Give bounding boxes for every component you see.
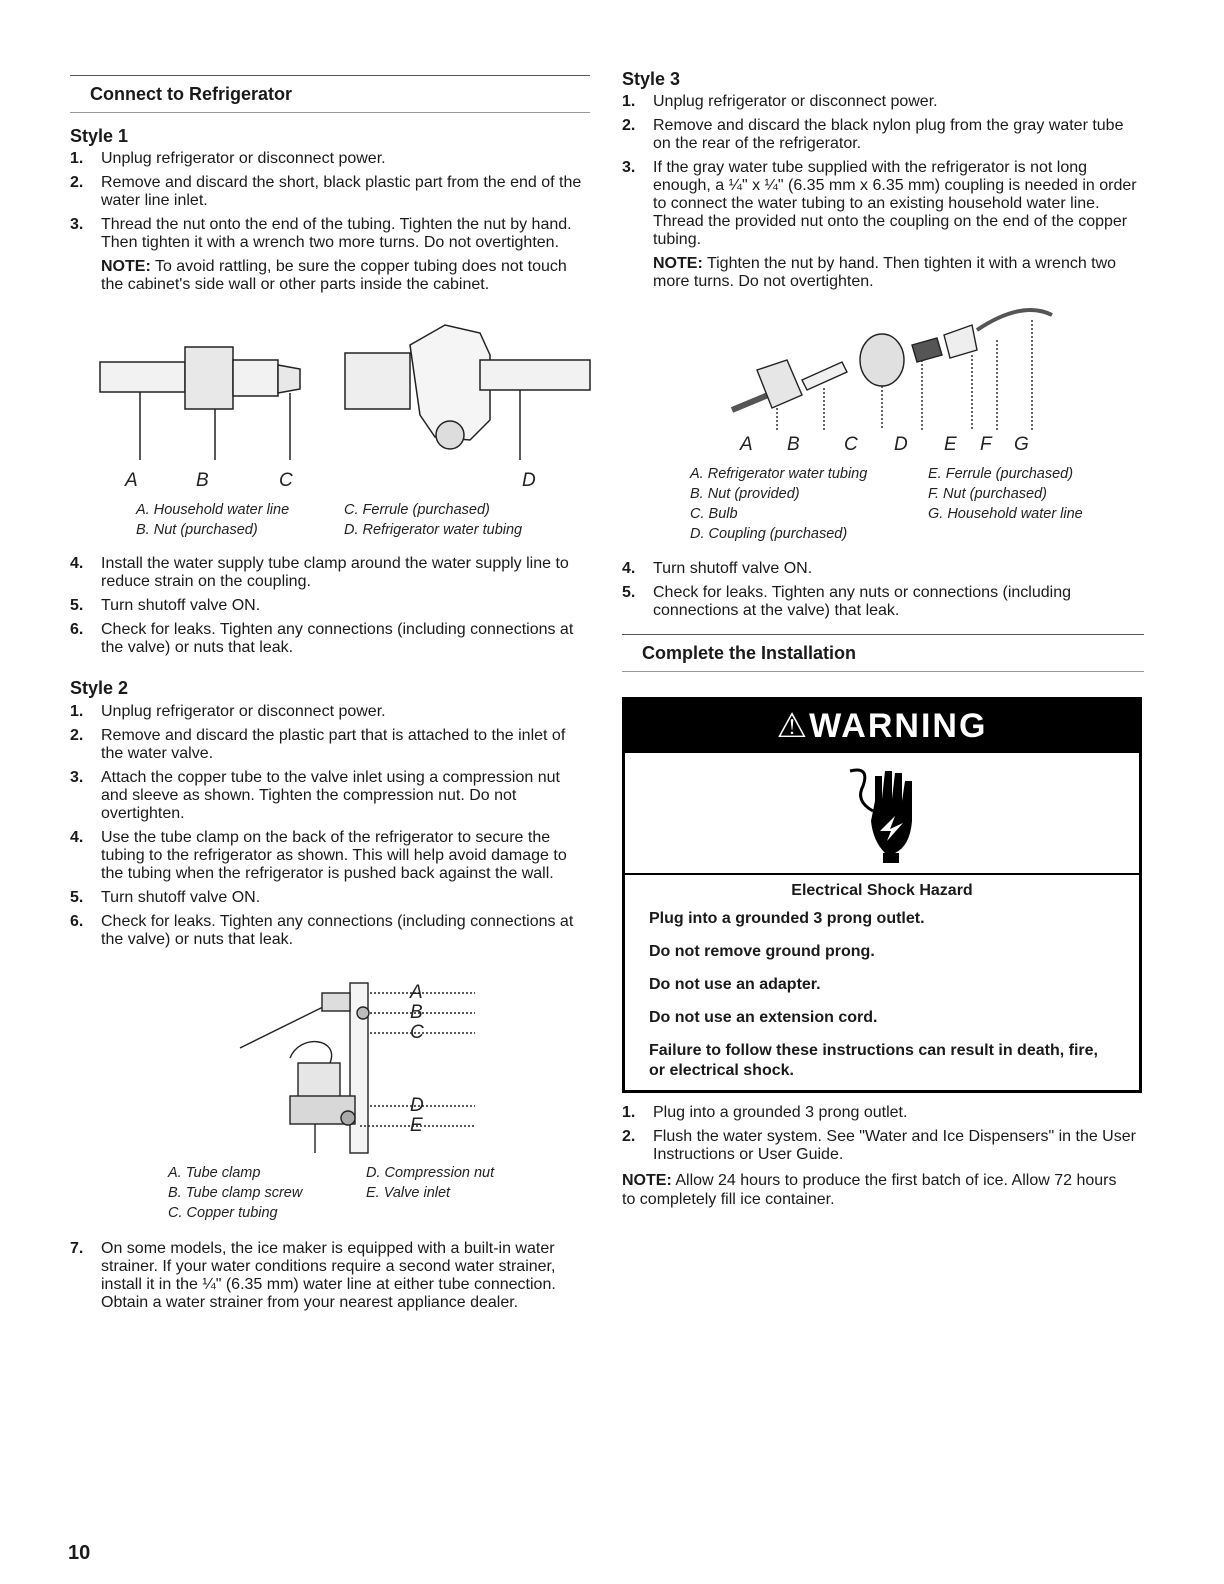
list-item: 1. Plug into a grounded 3 prong outlet. (622, 1104, 908, 1121)
list-item: 7. On some models, the ice maker is equipped with a built-in water strainer. If your water conditions require a second water strainer, install it in the ¼" (6.35 mm) water line at either tube connection. Obtain a water strainer from your nearest appliance dealer. (70, 1240, 556, 1311)
list-item: 6. Check for leaks. Tighten any connections (including connections at the valve) or nuts that leak. (70, 913, 574, 948)
list-item: 4. Install the water supply tube clamp around the water supply line to reduce strain on the coupling. (70, 555, 569, 590)
warning-line: Plug into a grounded 3 prong outlet. (649, 910, 925, 927)
electric-shock-hand-icon (845, 761, 925, 865)
style3-note: NOTE: Tighten the nut by hand. Then tighten it with a wrench two more turns. Do not overtighten. (653, 255, 1117, 290)
list-item: 5. Turn shutoff valve ON. (70, 597, 261, 614)
section-title-connect: Connect to Refrigerator (70, 75, 590, 113)
list-item: 4. Turn shutoff valve ON. (622, 560, 813, 577)
list-item: 5. Turn shutoff valve ON. (70, 889, 261, 906)
style2-figure (230, 978, 430, 1158)
list-item: 3. Thread the nut onto the end of the tubing. Tighten the nut by hand. Then tighten it with a wrench two more turns. Do not overtighten. NOTE: To avoid rattling, be sure the copper tubing does not touch the cabinet's side wall or other parts inside the cabinet. (70, 216, 590, 294)
list-item: 2. Remove and discard the short, black plastic part from the end of the water line inlet. (70, 174, 582, 209)
page-number: 10 (68, 1542, 91, 1564)
warning-line: Do not use an adapter. (649, 976, 821, 993)
style3-heading: Style 3 (622, 69, 681, 89)
warning-line: Do not use an extension cord. (649, 1009, 878, 1026)
list-item: 5. Check for leaks. Tighten any nuts or connections (including connections at the valve) that leak. (622, 584, 1072, 619)
list-item: 3. If the gray water tube supplied with the refrigerator is not long enough, a ¼" x ¼" (6.35 mm x 6.35 mm) coupling is needed in order to connect the water tubing to an existing household water line. Thread the provided nut onto the coupling on the end of the copper tubing. NOTE: Tighten the nut by hand. Then tighten it with a wrench two more turns. Do not overtighten. (622, 159, 1144, 291)
warning-line: Do not remove ground prong. (649, 943, 875, 960)
style1-figure-letters: A B C D (125, 470, 536, 491)
final-note: NOTE: Allow 24 hours to produce the first batch of ice. Allow 72 hours to completely fill ice container. (622, 1172, 1117, 1208)
list-item: 1. Unplug refrigerator or disconnect power. (622, 93, 938, 110)
list-item: 2. Flush the water system. See "Water and Ice Dispensers" in the User Instructions or User Guide. (622, 1128, 1136, 1163)
style1-steps-a (70, 150, 590, 300)
final-steps (622, 1104, 1144, 1170)
list-item: 1. Unplug refrigerator or disconnect power. (70, 703, 386, 720)
list-item: 3. Attach the copper tube to the valve inlet using a compression nut and sleeve as shown. Tighten the compression nut. Do not overtighten. (70, 769, 560, 822)
style1-heading: Style 1 (70, 126, 129, 146)
style2-figure-letters: A B C D E (410, 982, 424, 1136)
hazard-heading: Electrical Shock Hazard (791, 882, 973, 899)
style3-figure (732, 300, 1052, 430)
warning-triangle-icon: ⚠ (776, 707, 810, 745)
list-item: 2. Remove and discard the plastic part that is attached to the inlet of the water valve. (70, 727, 566, 762)
style2-steps-b (70, 1240, 590, 1318)
style1-legend-col2: C. Ferrule (purchased) D. Refrigerator water tubing (344, 502, 523, 538)
list-item: 1. Unplug refrigerator or disconnect power. (70, 150, 386, 167)
warning-line: Failure to follow these instructions can result in death, fire, or electrical shock. (649, 1042, 1098, 1079)
style1-steps-b (70, 555, 590, 663)
style3-legend-col1: A. Refrigerator water tubing B. Nut (provided) C. Bulb D. Coupling (purchased) (690, 466, 868, 542)
list-item: 4. Use the tube clamp on the back of the refrigerator to secure the tubing to the refrigerator as shown. This will help avoid damage to the tubing when the refrigerator is pushed back against the wall. (70, 829, 567, 882)
style3-steps-b (622, 560, 1144, 626)
style3-steps-a (622, 93, 1144, 297)
style2-legend-col1: A. Tube clamp B. Tube clamp screw C. Copper tubing (168, 1165, 303, 1221)
section-title-complete: Complete the Installation (622, 634, 1144, 672)
style3-figure-letters: A B C D E F G (740, 434, 1029, 455)
list-item: 6. Check for leaks. Tighten any connections (including connections at the valve) or nuts that leak. (70, 621, 574, 656)
style1-figure (100, 325, 590, 470)
warning-title: ⚠WARNING (625, 700, 1139, 753)
style2-heading: Style 2 (70, 678, 129, 698)
warning-box (622, 697, 1142, 1093)
list-item: 2. Remove and discard the black nylon plug from the gray water tube on the rear of the refrigerator. (622, 117, 1124, 152)
style2-steps-a (70, 703, 590, 955)
style3-legend-col2: E. Ferrule (purchased) F. Nut (purchased) G. Household water line (928, 466, 1083, 522)
style1-note: NOTE: To avoid rattling, be sure the copper tubing does not touch the cabinet's side wall or other parts inside the cabinet. (101, 258, 567, 293)
style2-legend-col2: D. Compression nut E. Valve inlet (366, 1165, 495, 1201)
style1-legend-col1: A. Household water line B. Nut (purchased) (136, 502, 290, 538)
